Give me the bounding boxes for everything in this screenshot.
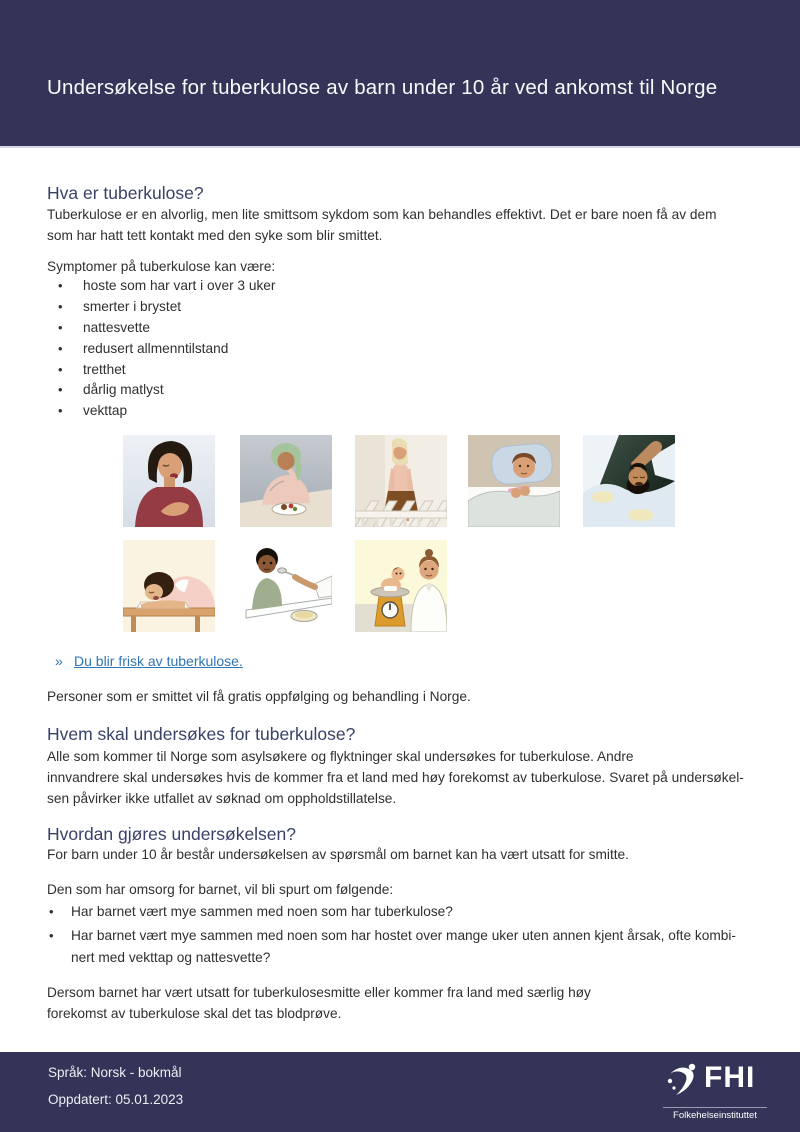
list-item: • nattesvette <box>47 318 275 339</box>
child-asleep-on-book-image <box>123 540 215 632</box>
list-item: • vekttap <box>47 401 275 422</box>
section-heading-how: Hvordan gjøres undersøkelsen? <box>47 824 297 844</box>
list-item: • Har barnet vært mye sammen med noen som har tuberkulose? <box>47 901 453 923</box>
fhi-swoosh-icon <box>663 1063 699 1103</box>
followup-text: Personer som er smittet vil få gratis oppfølging og behandling i Norge. <box>47 689 471 704</box>
man-in-bed-image <box>468 435 560 527</box>
fhi-logo-subtext: Folkehelseinstituttet <box>673 1110 757 1121</box>
closing-paragraph <box>47 982 591 1024</box>
paragraph-who <box>47 746 744 809</box>
footer-language: Språk: Norsk - bokmål <box>48 1065 182 1080</box>
fhi-logo-text: FHI <box>704 1061 756 1094</box>
no-appetite-woman-image <box>240 435 332 527</box>
how-paragraph-2: Den som har omsorg for barnet, vil bli spurt om følgende: <box>47 882 394 897</box>
footer-updated: Oppdatert: 05.01.2023 <box>48 1092 184 1107</box>
coughing-woman-image <box>123 435 215 527</box>
list-item-line: • Har barnet vært mye sammen med noen som har hostet over mange uker uten annen kjent årsak, ofte kombi- <box>47 925 736 947</box>
footer-band <box>0 1052 800 1132</box>
paragraph-line: Dersom barnet har vært utsatt for tuberkulosesmitte eller kommer fra land med særlig høy <box>47 985 591 1000</box>
paragraph-line: som har hatt tett kontakt med den syke som blir smittet. <box>47 228 383 243</box>
tired-standing-woman-image <box>355 435 447 527</box>
illustration-child-refusing-food <box>240 540 332 632</box>
fhi-logo-divider <box>663 1107 767 1108</box>
illustration-tired-standing-woman <box>355 435 447 527</box>
illustration-baby-on-scale <box>355 540 447 632</box>
link-marker: » <box>55 653 63 669</box>
baby-on-scale-image <box>355 540 447 632</box>
paragraph-line: innvandrere skal undersøkes hvis de kommer fra et land med høy forekomst av tuberkulose. Svaret på undersøkel- <box>47 770 744 785</box>
list-item: • hoste som har vart i over 3 uker <box>47 276 275 297</box>
illustration-coughing-woman <box>123 435 215 527</box>
illustration-night-sweats-man <box>583 435 675 527</box>
paragraph-line: Tuberkulose er en alvorlig, men lite smittsom sykdom som kan behandles effektivt. Det er bare noen få av dem <box>47 207 717 222</box>
how-paragraph-1: For barn under 10 år består undersøkelsen av spørsmål om barnet kan ha vært utsatt for smitte. <box>47 847 629 862</box>
night-sweats-man-image <box>583 435 675 527</box>
symptoms-intro: Symptomer på tuberkulose kan være: <box>47 259 276 274</box>
illustration-no-appetite-woman <box>240 435 332 527</box>
question-item-2 <box>47 925 736 969</box>
question-item-1 <box>47 901 453 923</box>
link-du-blir-frisk[interactable]: Du blir frisk av tuberkulose. <box>74 653 243 669</box>
symptoms-list <box>47 276 275 422</box>
page-title: Undersøkelse for tuberkulose av barn under 10 år ved ankomst til Norge <box>47 76 718 99</box>
illustration-child-asleep-on-book <box>123 540 215 632</box>
child-refusing-food-image <box>240 540 332 632</box>
related-link-row <box>47 653 243 669</box>
section-heading-what: Hva er tuberkulose? <box>47 183 204 203</box>
illustration-man-in-bed <box>468 435 560 527</box>
list-item: • dårlig matlyst <box>47 380 275 401</box>
list-item: • smerter i brystet <box>47 297 275 318</box>
list-item-line: nert med vekttap og nattesvette? <box>71 950 271 965</box>
list-item: • tretthet <box>47 360 275 381</box>
section-heading-who: Hvem skal undersøkes for tuberkulose? <box>47 724 356 744</box>
paragraph-line: Alle som kommer til Norge som asylsøkere og flyktninger skal undersøkes for tuberkulose. Andre <box>47 749 634 764</box>
list-item: • redusert allmenntilstand <box>47 339 275 360</box>
paragraph-line: forekomst av tuberkulose skal det tas blodprøve. <box>47 1006 342 1021</box>
paragraph-line: sen påvirker ikke utfallet av søknad om oppholdstillatelse. <box>47 791 397 806</box>
fhi-logo <box>663 1060 769 1124</box>
paragraph-what <box>47 204 716 246</box>
header-band <box>0 0 800 148</box>
